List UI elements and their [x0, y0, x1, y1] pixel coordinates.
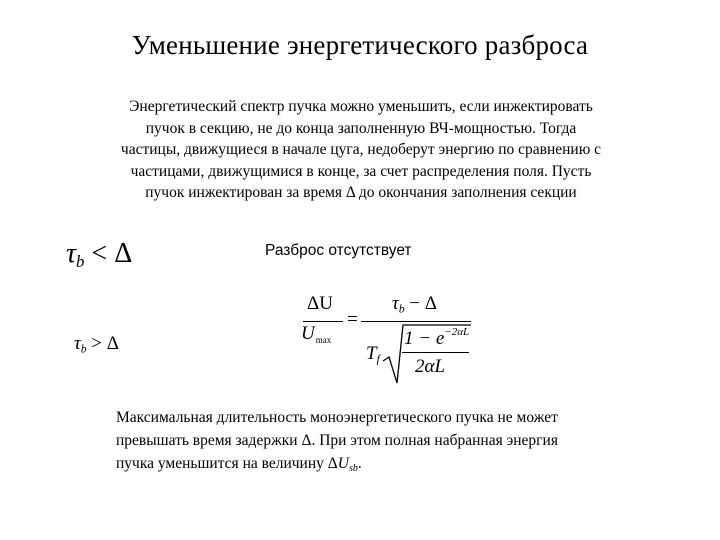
formula-right-numerator [392, 293, 437, 315]
tau-symbol: τ [392, 293, 399, 314]
slide-title: Уменьшение энергетического разброса [131, 30, 589, 60]
delta-symbol: Δ [114, 238, 133, 269]
intro-paragraph [55, 96, 667, 204]
max-subscript: max [315, 335, 332, 345]
formula-right-fraction-bar [361, 321, 471, 322]
tau-symbol: τ [66, 238, 77, 269]
tau-symbol: τ [74, 333, 81, 354]
conclusion-paragraph [116, 406, 656, 480]
conclusion-line-text: пучка уменьшится на величину Δ [116, 455, 338, 472]
tau-subscript: b [398, 303, 405, 316]
condition-tau-greater-delta [74, 333, 119, 355]
period-text: . [357, 455, 362, 472]
sqrt-fraction-bar [402, 352, 469, 353]
greater-than-sign: > [91, 333, 102, 354]
conclusion-line [116, 452, 656, 480]
intro-line: частицами, движущимися в конце, за счет распределения поля. Пусть [130, 162, 592, 180]
conclusion-line: Максимальная длительность моноэнергетического пучка не может [116, 409, 558, 426]
condition-tau-less-delta [66, 238, 132, 272]
minus-delta-text: − Δ [404, 293, 437, 314]
delta-u-text: ΔU [307, 293, 333, 314]
formula-left-numerator [307, 293, 333, 315]
no-scatter-label: Разброс отсутствует [265, 242, 412, 259]
exponent-text: −2αL [444, 326, 470, 338]
u-symbol: U [337, 455, 349, 472]
energy-spread-formula [295, 293, 495, 388]
u-symbol: U [301, 323, 315, 344]
equals-sign: = [347, 309, 358, 330]
formula-left-denominator [301, 323, 331, 345]
formula-left-fraction-bar [303, 321, 343, 322]
tau-subscript: b [80, 343, 87, 356]
tau-subscript: b [76, 252, 85, 272]
intro-line: Энергетический спектр пучка можно уменьшить, если инжектировать [129, 98, 593, 115]
one-minus-e-text: 1 − e [404, 328, 445, 349]
sb-subscript: sb [348, 463, 358, 474]
f-subscript: f [376, 353, 380, 366]
intro-line: пучок в секцию, не до конца заполненную ВЧ-мощностью. Тогда [145, 119, 577, 137]
t-symbol: T [366, 343, 377, 364]
conclusion-line: превышать время задержки Δ. При этом полная набранная энергия [116, 432, 558, 449]
delta-symbol: Δ [106, 333, 119, 354]
sqrt-numerator [404, 326, 469, 350]
intro-line: частицы, движущиеся в начале цуга, недоберут энергию по сравнению с [120, 141, 602, 158]
fill-time-symbol [366, 343, 380, 365]
sqrt-denominator: 2αL [415, 356, 446, 377]
intro-line: пучок инжектирован за время Δ до окончания заполнения секции [145, 184, 577, 201]
less-than-sign: < [91, 238, 108, 269]
